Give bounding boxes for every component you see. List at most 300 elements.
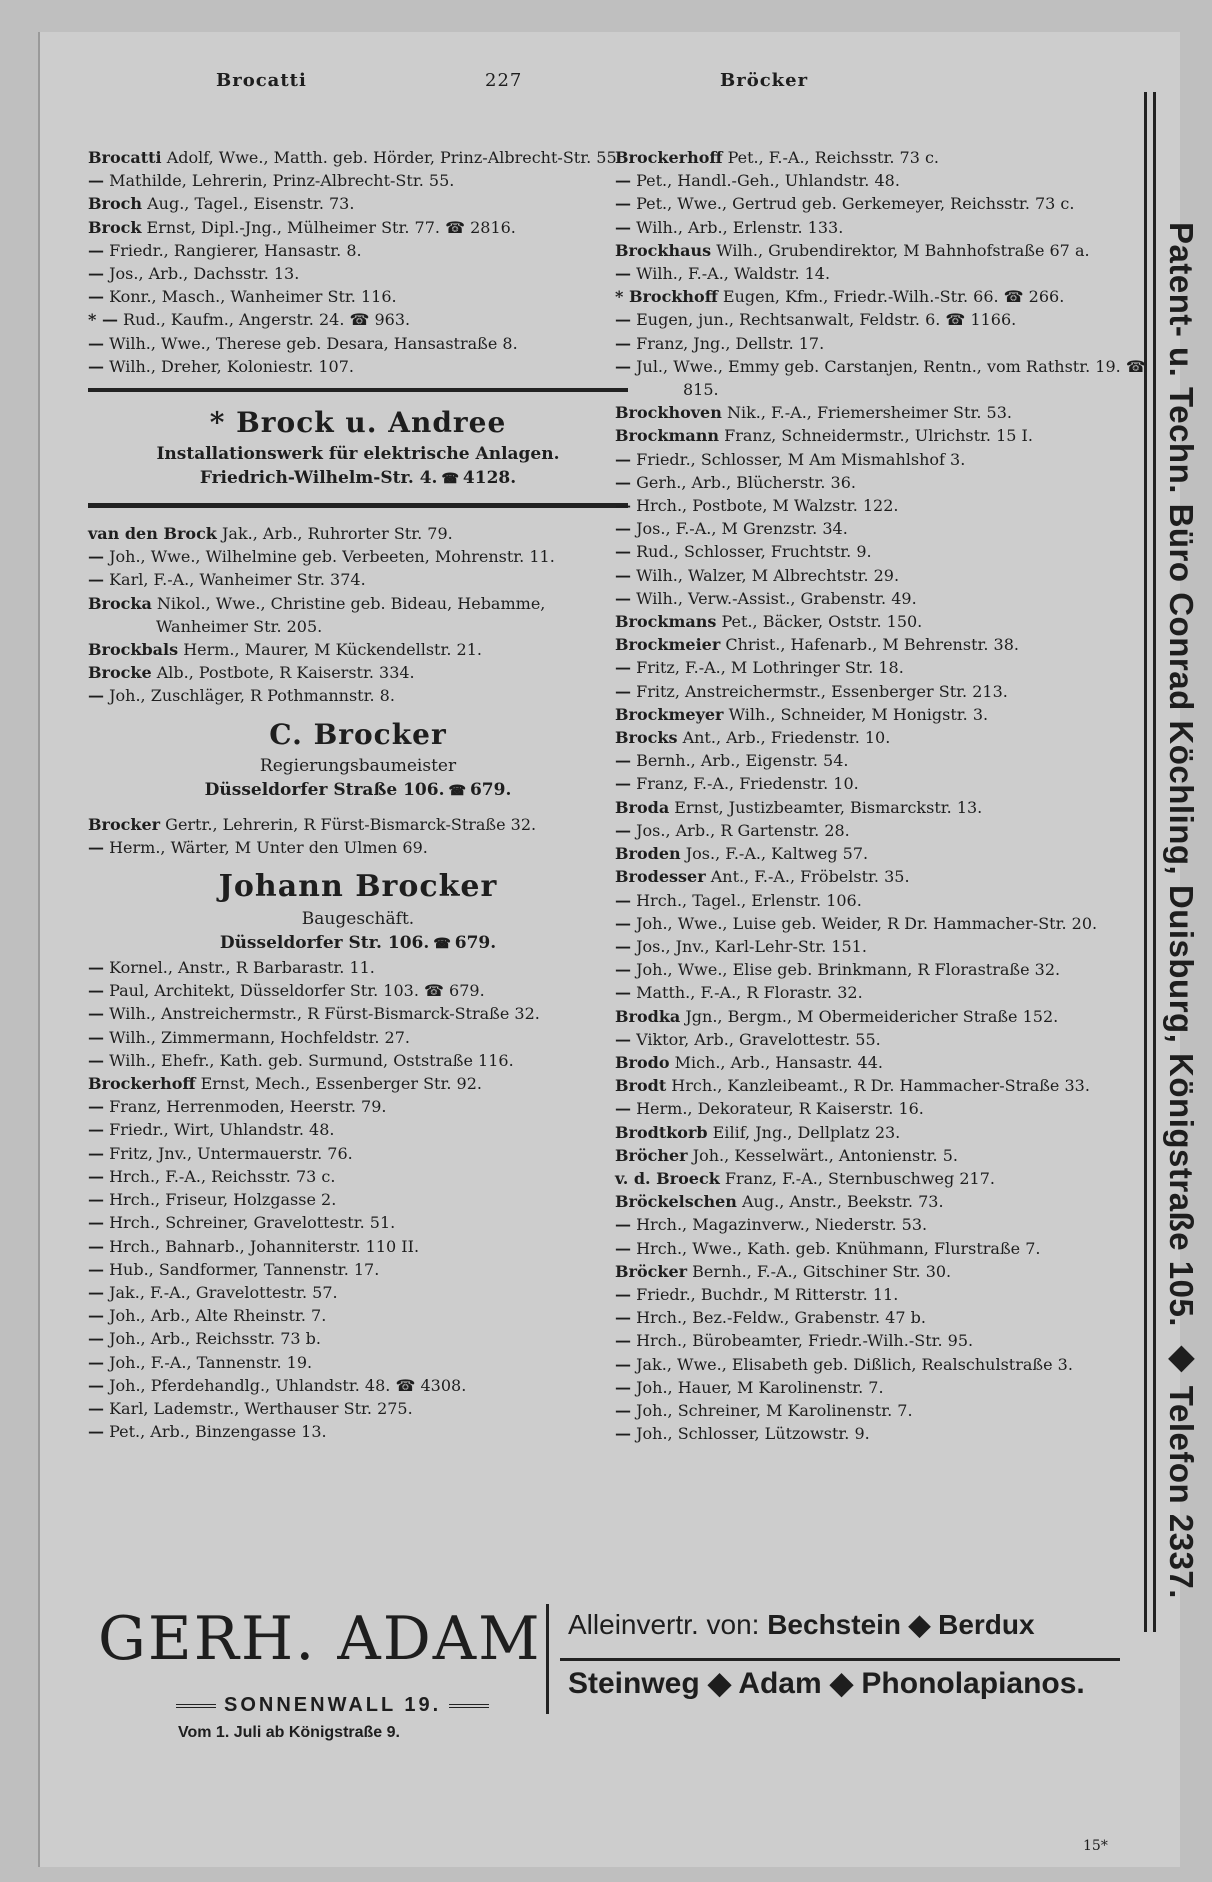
entry-name: Brockmeyer [615, 704, 724, 724]
ad-johann-brocker [88, 867, 628, 956]
list-item [615, 772, 1163, 795]
ad-line [88, 931, 628, 956]
entry-text: Friedr., Buchdr., M Ritterstr. 11. [636, 1284, 899, 1304]
entry-name: — [88, 570, 104, 590]
list-item [88, 1095, 628, 1118]
entry-text: Jos., F.-A., M Grenzstr. 34. [636, 519, 848, 539]
entry-text: Franz, Herrenmoden, Heerstr. 79. [109, 1097, 387, 1117]
entries-block-3 [88, 813, 628, 859]
list-item [88, 545, 628, 568]
list-item [88, 661, 628, 684]
moved-note: Vom 1. Juli ab Königstraße 9. [178, 1724, 400, 1741]
entry-name: — [88, 264, 104, 284]
entry-text: Joh., Arb., Reichsstr. 73 b. [109, 1329, 321, 1349]
list-item [88, 1258, 628, 1281]
page-number: 227 [485, 70, 523, 91]
list-item [88, 216, 628, 239]
list-item [615, 726, 1163, 749]
list-item [615, 517, 1163, 540]
entry-name: — [615, 820, 631, 840]
entry-name: * — [88, 310, 118, 330]
entry-text: Ant., F.-A., Fröbelstr. 35. [710, 867, 910, 887]
entry-text: Franz, F.-A., Friedenstr. 10. [636, 774, 859, 794]
entry-text: Mich., Arb., Hansastr. 44. [674, 1052, 883, 1072]
list-item [615, 749, 1163, 772]
list-item [615, 1283, 1163, 1306]
list-item [88, 355, 628, 378]
entry-name: — [615, 1331, 631, 1351]
entry-text: Eugen, Kfm., Friedr.-Wilh.-Str. 66. ☎ 266. [722, 287, 1065, 307]
header-left: Brocatti [216, 70, 307, 91]
entry-text: Viktor, Arb., Gravelottestr. 55. [636, 1029, 881, 1049]
entry-name: Broch [88, 194, 142, 214]
list-item [615, 1260, 1163, 1283]
left-column [88, 146, 628, 1443]
entry-name: — [88, 240, 104, 260]
entry-text: Fritz, F.-A., M Lothringer Str. 18. [636, 658, 904, 678]
entry-text: Friedr., Wirt, Uhlandstr. 48. [109, 1120, 335, 1140]
entry-text: Karl, F.-A., Wanheimer Str. 374. [109, 570, 366, 590]
entry-text: Hrch., Postbote, M Walzstr. 122. [636, 496, 899, 516]
ad-title: Johann Brocker [218, 869, 498, 905]
entry-name: — [615, 194, 631, 214]
entry-text: Franz, Schneidermstr., Ulrichstr. 15 I. [724, 426, 1033, 446]
entries-block-1 [88, 146, 628, 378]
entry-name: — [615, 681, 631, 701]
entry-text: Alb., Postbote, R Kaiserstr. 334. [156, 663, 415, 683]
entry-text: Rud., Kaufm., Angerstr. 24. ☎ 963. [123, 310, 411, 330]
list-item [615, 494, 1163, 517]
list-item [615, 262, 1163, 285]
entry-name: — [615, 658, 631, 678]
list-item [88, 836, 628, 859]
list-item [88, 1304, 628, 1327]
sheet-number: 15* [1083, 1838, 1108, 1854]
ad-address: Düsseldorfer Str. 106. [219, 933, 430, 954]
entry-text: Franz, F.-A., Sternbuschweg 217. [724, 1168, 995, 1188]
list-item [88, 956, 628, 979]
entry-text: Wilh., Dreher, Koloniestr. 107. [109, 356, 354, 376]
list-item [615, 192, 1163, 215]
entry-text: Joh., Pferdehandlg., Uhlandstr. 48. ☎ 4308. [109, 1375, 467, 1395]
list-item [615, 703, 1163, 726]
list-item [88, 638, 628, 661]
entry-name: — [88, 1166, 104, 1186]
entry-name: — [615, 960, 631, 980]
list-item [615, 332, 1163, 355]
brands-line: Steinweg ◆ Adam ◆ Phonolapianos. [568, 1667, 1085, 1700]
entry-name: Brodesser [615, 867, 706, 887]
list-item [615, 1144, 1163, 1167]
list-item [615, 633, 1163, 656]
list-item [88, 332, 628, 355]
entry-text: Bernh., Arb., Eigenstr. 54. [636, 751, 849, 771]
entry-text: Pet., Bäcker, Oststr. 150. [721, 612, 923, 632]
entry-name: — [615, 333, 631, 353]
list-item [615, 1399, 1163, 1422]
entry-name: — [615, 1424, 631, 1444]
company-address: SONNENWALL 19. [168, 1694, 497, 1717]
list-item [615, 958, 1163, 981]
entry-text: Herm., Maurer, M Kückendellstr. 21. [183, 640, 482, 660]
list-item [88, 1420, 628, 1443]
entry-text: Pet., Wwe., Gertrud geb. Gerkemeyer, Reichsstr. 73 c. [636, 194, 1075, 214]
entry-text: Bernh., F.-A., Gitschiner Str. 30. [692, 1261, 952, 1281]
entry-name: — [615, 1238, 631, 1258]
list-item [615, 1121, 1163, 1144]
entry-text: Jos., Jnv., Karl-Lehr-Str. 151. [636, 936, 867, 956]
list-item [88, 239, 628, 262]
entry-text: Rud., Schlosser, Fruchtstr. 9. [636, 542, 872, 562]
list-item [615, 1028, 1163, 1051]
entry-name: Brocks [615, 728, 678, 748]
list-item [615, 1097, 1163, 1120]
entry-text: Jos., F.-A., Kaltweg 57. [685, 844, 869, 864]
entry-name: — [615, 356, 631, 376]
ad-phone: 4128. [462, 468, 517, 489]
list-item [615, 796, 1163, 819]
list-item [88, 1026, 628, 1049]
entry-text: Christ., Hafenarb., M Behrenstr. 38. [725, 635, 1019, 655]
entry-text: Joh., Wwe., Wilhelmine geb. Verbeeten, Mohrenstr. 11. [109, 547, 555, 567]
ad-title: C. Brocker [269, 717, 447, 751]
entry-name: — [615, 1400, 631, 1420]
entry-name: — [615, 1354, 631, 1374]
list-item [615, 842, 1163, 865]
entry-name: — [88, 1375, 104, 1395]
entry-text: Hrch., Wwe., Kath. geb. Knühmann, Flurstraße 7. [636, 1238, 1041, 1258]
list-item [615, 285, 1163, 308]
list-item [615, 146, 1163, 169]
ad-phone: 679. [469, 779, 512, 800]
entry-text: Herm., Wärter, M Unter den Ulmen 69. [109, 837, 428, 857]
entry-text: Hrch., Bürobeamter, Friedr.-Wilh.-Str. 95. [636, 1331, 974, 1351]
entry-text: Gerh., Arb., Blücherstr. 36. [636, 472, 856, 492]
list-item [615, 1005, 1163, 1028]
list-item [615, 1190, 1163, 1213]
entry-name: — [615, 774, 631, 794]
entry-name: — [88, 1422, 104, 1442]
entry-name: — [88, 356, 104, 376]
entry-text: Karl, Lademstr., Werthauser Str. 275. [109, 1398, 413, 1418]
list-item [615, 889, 1163, 912]
entry-name: — [615, 1215, 631, 1235]
entry-name: — [88, 1027, 104, 1047]
entry-name: — [88, 1398, 104, 1418]
entry-text: Ant., Arb., Friedenstr. 10. [682, 728, 891, 748]
list-item [88, 979, 628, 1002]
entry-name: — [88, 1213, 104, 1233]
list-item [615, 1237, 1163, 1260]
list-item [88, 1281, 628, 1304]
list-item [615, 471, 1163, 494]
entry-name: Brodo [615, 1052, 670, 1072]
entry-name: — [615, 171, 631, 191]
entry-text: Wilh., F.-A., Waldstr. 14. [636, 264, 831, 284]
entry-text: Joh., Arb., Alte Rheinstr. 7. [109, 1306, 327, 1326]
entry-text: Franz, Jng., Dellstr. 17. [636, 333, 825, 353]
ad-address: Düsseldorfer Straße 106. [204, 779, 445, 800]
list-item [88, 285, 628, 308]
list-item [615, 1051, 1163, 1074]
list-item [615, 656, 1163, 679]
phone-icon: ☎ [441, 471, 459, 488]
footer-hrule [560, 1658, 1120, 1661]
entry-text: Hrch., Magazinverw., Niederstr. 53. [636, 1215, 928, 1235]
entry-name: — [615, 472, 631, 492]
entry-text: Jos., Arb., Dachsstr. 13. [109, 264, 300, 284]
entry-name: — [615, 217, 631, 237]
entry-text: Fritz, Jnv., Untermauerstr. 76. [109, 1143, 353, 1163]
phone-icon: ☎ [448, 782, 466, 799]
entry-text: Aug., Anstr., Beekstr. 73. [742, 1192, 944, 1212]
entry-name: — [88, 1236, 104, 1256]
sole-agent-line [568, 1608, 1035, 1641]
entry-name: Brocke [88, 663, 152, 683]
entry-text: Herm., Dekorateur, R Kaiserstr. 16. [636, 1099, 924, 1119]
entry-text: Joh., Wwe., Luise geb. Weider, R Dr. Hammacher-Str. 20. [636, 913, 1098, 933]
entry-text: Joh., Kesselwärt., Antonienstr. 5. [692, 1145, 958, 1165]
entry-text: Hrch., Schreiner, Gravelottestr. 51. [109, 1213, 396, 1233]
list-item [615, 355, 1163, 401]
entry-name: — [88, 547, 104, 567]
list-item [88, 192, 628, 215]
entry-text: Nik., F.-A., Friemersheimer Str. 53. [726, 403, 1012, 423]
entry-name: Brockmann [615, 426, 720, 446]
entry-name: — [615, 751, 631, 771]
entry-name: Bröckelschen [615, 1192, 737, 1212]
entry-name: — [615, 449, 631, 469]
entry-text: Jak., Wwe., Elisabeth geb. Dißlich, Realschulstraße 3. [636, 1354, 1073, 1374]
entry-name: — [88, 1143, 104, 1163]
entry-text: Hrch., Kanzleibeamt., R Dr. Hammacher-Straße 33. [671, 1076, 1090, 1096]
entry-text: Hub., Sandformer, Tannenstr. 17. [109, 1259, 380, 1279]
entry-name: — [615, 1308, 631, 1328]
divider [88, 388, 628, 392]
entry-name: Brocatti [88, 148, 162, 167]
entry-text: Friedr., Rangierer, Hansastr. 8. [109, 240, 362, 260]
sole-agent-prefix: Alleinvertr. von: [568, 1609, 760, 1640]
list-item [88, 592, 628, 638]
entry-text: Fritz, Anstreichermstr., Essenberger Str. 213. [636, 681, 1008, 701]
entry-name: — [88, 1004, 104, 1024]
list-item [88, 146, 628, 169]
ad-line: Regierungsbaumeister [259, 755, 457, 776]
list-item [615, 1329, 1163, 1352]
entry-name: — [88, 1306, 104, 1326]
company-name: GERH. ADAM [98, 1604, 542, 1674]
entry-name: Brodtkorb [615, 1122, 708, 1142]
entry-name: — [615, 264, 631, 284]
list-item [88, 1235, 628, 1258]
footer-divider [546, 1604, 549, 1714]
sidebar-text: Patent- u. Techn. Büro Conrad Köchling, Duisburg, Königstraße 105. ◆ Telefon 2337. [1163, 222, 1200, 1599]
entry-name: — [88, 287, 104, 307]
list-item [88, 1211, 628, 1234]
header-right: Bröcker [720, 70, 809, 91]
entry-text: Wilh., Schneider, M Honigstr. 3. [728, 704, 989, 724]
list-item [615, 169, 1163, 192]
entry-text: Kornel., Anstr., R Barbarastr. 11. [109, 958, 375, 978]
list-item [88, 1118, 628, 1141]
entry-name: Brockhaus [615, 240, 712, 260]
sidebar-ad [1140, 92, 1200, 1632]
list-item [615, 216, 1163, 239]
ad-phone: 679. [454, 933, 497, 954]
list-item [88, 1327, 628, 1350]
ad-brock-andree [88, 404, 628, 491]
ad-line: Baugeschäft. [301, 909, 415, 930]
entry-name: Brodt [615, 1076, 667, 1096]
list-item [88, 1188, 628, 1211]
list-item [615, 308, 1163, 331]
entry-name: Brocker [88, 814, 161, 834]
phone-icon: ☎ [433, 936, 451, 953]
entry-name: — [615, 519, 631, 539]
entry-name: — [88, 1329, 104, 1349]
entry-text: Eilif, Jng., Dellplatz 23. [712, 1122, 901, 1142]
entry-text: Wilh., Zimmermann, Hochfeldstr. 27. [109, 1027, 410, 1047]
entry-name: Broda [615, 797, 670, 817]
list-item [88, 684, 628, 707]
entry-name: — [88, 1050, 104, 1070]
entry-text: Jgn., Bergm., M Obermeidericher Straße 152. [685, 1006, 1059, 1026]
entry-text: Jak., Arb., Ruhrorter Str. 79. [221, 524, 453, 544]
list-item [615, 912, 1163, 935]
entry-text: Ernst, Justizbeamter, Bismarckstr. 13. [674, 797, 983, 817]
ad-line [88, 778, 628, 803]
list-item [615, 1213, 1163, 1236]
list-item [88, 1165, 628, 1188]
entry-text: Wilh., Arb., Erlenstr. 133. [636, 217, 844, 237]
entry-name: — [615, 542, 631, 562]
entry-name: Brockerhoff [615, 148, 723, 167]
list-item [615, 239, 1163, 262]
entry-text: Wilh., Wwe., Therese geb. Desara, Hansastraße 8. [109, 333, 518, 353]
entry-name: — [615, 1099, 631, 1119]
entry-name: Brockerhoff [88, 1074, 196, 1094]
entry-name: — [88, 1190, 104, 1210]
entry-text: Nikol., Wwe., Christine geb. Bideau, Hebamme, Wanheimer Str. 205. [156, 593, 546, 636]
ad-title: * Brock u. Andree [209, 406, 507, 440]
entry-text: Joh., Schreiner, M Karolinenstr. 7. [636, 1400, 913, 1420]
list-item [615, 1353, 1163, 1376]
list-item [615, 587, 1163, 610]
entry-text: Hrch., F.-A., Reichsstr. 73 c. [109, 1166, 336, 1186]
entry-text: Jos., Arb., R Gartenstr. 28. [636, 820, 850, 840]
entry-text: Ernst, Mech., Essenberger Str. 92. [200, 1074, 482, 1094]
entry-name: — [615, 1029, 631, 1049]
list-item [88, 1351, 628, 1374]
entry-text: Hrch., Bez.-Feldw., Grabenstr. 47 b. [636, 1308, 926, 1328]
entry-text: Wilh., Anstreichermstr., R Fürst-Bismarck-Straße 32. [109, 1004, 540, 1024]
entry-text: Mathilde, Lehrerin, Prinz-Albrecht-Str. 55. [109, 171, 455, 191]
list-item [615, 424, 1163, 447]
footer-ad [38, 1598, 1178, 1798]
entry-text: Eugen, jun., Rechtsanwalt, Feldstr. 6. ☎ 1166. [636, 310, 1017, 330]
sidebar-rules [1144, 92, 1156, 1632]
list-item [615, 1422, 1163, 1445]
entry-name: Bröcher [615, 1145, 688, 1165]
entry-name: Brodka [615, 1006, 681, 1026]
entry-name: — [615, 936, 631, 956]
entries-block-right [615, 146, 1163, 1445]
entry-name: — [88, 686, 104, 706]
entry-name: — [88, 1097, 104, 1117]
list-item [88, 568, 628, 591]
entry-text: Hrch., Friseur, Holzgasse 2. [109, 1190, 337, 1210]
entry-name: — [615, 588, 631, 608]
list-item [615, 564, 1163, 587]
list-item [615, 448, 1163, 471]
entry-text: Pet., Handl.-Geh., Uhlandstr. 48. [636, 171, 900, 191]
entry-text: Paul, Architekt, Düsseldorfer Str. 103. ☎ 679. [109, 981, 485, 1001]
entry-name: Brockbals [88, 640, 179, 660]
directory-page [38, 32, 1200, 1867]
list-item [88, 308, 628, 331]
list-item [615, 1376, 1163, 1399]
entries-block-4 [88, 956, 628, 1443]
entry-text: Hrch., Bahnarb., Johanniterstr. 110 II. [109, 1236, 420, 1256]
list-item [88, 169, 628, 192]
list-item [88, 1002, 628, 1025]
list-item [615, 865, 1163, 888]
entry-text: Konr., Masch., Wanheimer Str. 116. [109, 287, 397, 307]
entry-name: — [88, 1120, 104, 1140]
list-item [615, 1167, 1163, 1190]
list-item [615, 610, 1163, 633]
entry-text: Jak., F.-A., Gravelottestr. 57. [109, 1282, 338, 1302]
list-item [615, 540, 1163, 563]
divider [88, 503, 628, 508]
entry-name: — [615, 565, 631, 585]
list-item [88, 1397, 628, 1420]
entry-name: — [615, 1284, 631, 1304]
sole-agent-brands: Bechstein ◆ Berdux [767, 1609, 1035, 1640]
entry-name: — [88, 981, 104, 1001]
list-item [615, 401, 1163, 424]
entry-text: Wilh., Grubendirektor, M Bahnhofstraße 67 a. [716, 240, 1090, 260]
list-item [615, 819, 1163, 842]
list-item [88, 522, 628, 545]
list-item [88, 1142, 628, 1165]
list-item [88, 262, 628, 285]
entry-name: Brockmans [615, 612, 717, 632]
entry-name: — [88, 1259, 104, 1279]
entry-name: Brockhoven [615, 403, 722, 423]
list-item [88, 1049, 628, 1072]
entry-text: Joh., Zuschläger, R Pothmannstr. 8. [109, 686, 395, 706]
entries-block-2 [88, 522, 628, 708]
entry-name: — [615, 1377, 631, 1397]
entry-text: Joh., Schlosser, Lützowstr. 9. [636, 1424, 870, 1444]
entry-text: Wilh., Walzer, M Albrechtstr. 29. [636, 565, 900, 585]
list-item [615, 981, 1163, 1004]
entry-text: Ernst, Dipl.-Jng., Mülheimer Str. 77. ☎ 2816. [146, 217, 516, 237]
entry-text: Joh., F.-A., Tannenstr. 19. [109, 1352, 313, 1372]
entry-name: — [88, 1282, 104, 1302]
entry-text: Wilh., Verw.-Assist., Grabenstr. 49. [636, 588, 917, 608]
entry-text: Joh., Hauer, M Karolinenstr. 7. [636, 1377, 884, 1397]
entry-text: Wilh., Ehefr., Kath. geb. Surmund, Oststraße 116. [109, 1050, 514, 1070]
entry-name: — [615, 983, 631, 1003]
entry-name: Brockmeier [615, 635, 721, 655]
entry-name: van den Brock [88, 524, 217, 544]
ad-line: Installationswerk für elektrische Anlagen. [156, 444, 560, 465]
entry-name: — [88, 958, 104, 978]
entry-name: v. d. Broeck [615, 1168, 720, 1188]
entry-name: — [88, 171, 104, 191]
